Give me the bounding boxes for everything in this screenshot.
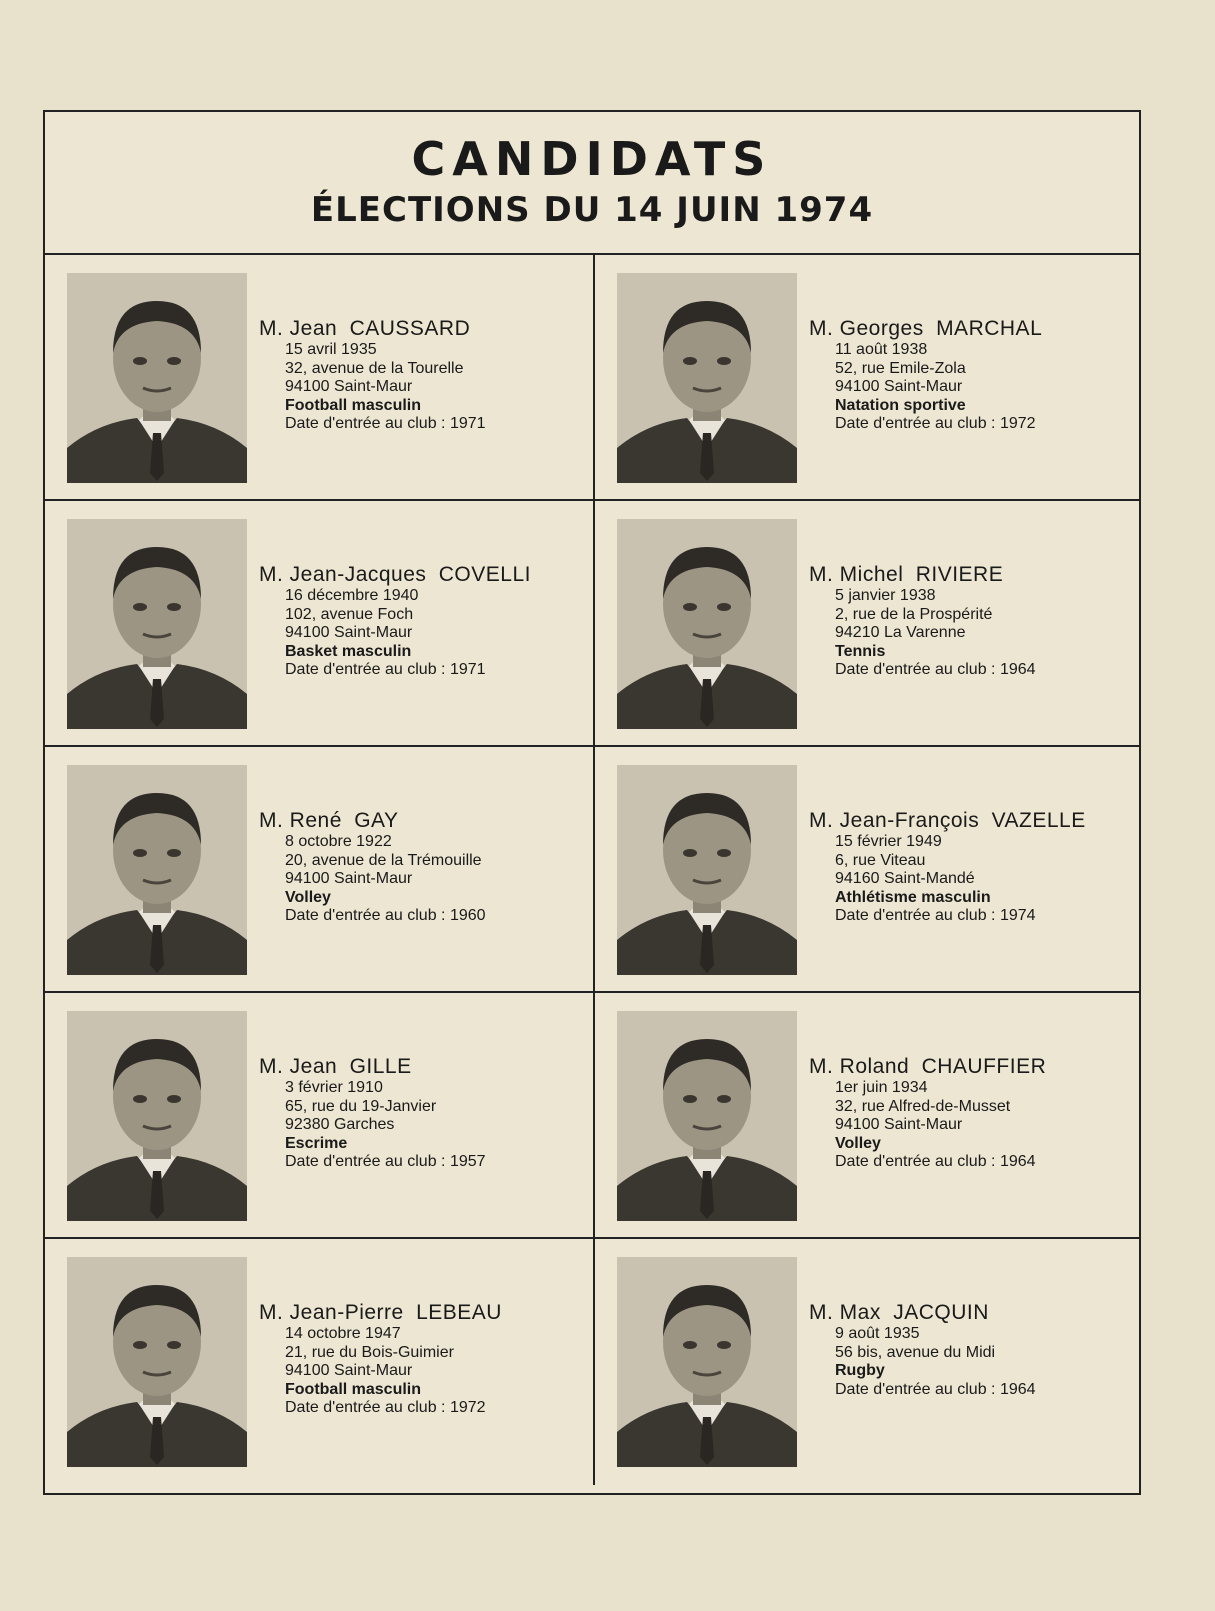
candidate-card [45,501,595,747]
joined-line [835,907,1086,926]
candidates-grid [45,255,1139,1485]
street-address: 56 bis, avenue du Midi [835,1343,996,1361]
first-name: René [289,809,342,832]
joined-year: 1972 [449,1399,486,1416]
joined-label: Date d'entrée au club : [835,1153,996,1170]
joined-year: 1964 [999,661,1036,678]
candidate-name [809,1055,1046,1079]
joined-line [285,907,486,926]
candidate-card [595,501,1139,747]
candidate-photo [67,519,247,729]
first-name: Georges [839,317,924,340]
first-name: Jean-François [839,809,980,832]
portrait-icon [67,519,247,729]
name-prefix: M. [809,317,834,340]
joined-line [835,415,1042,434]
sport: Tennis [835,642,886,660]
candidate-info [259,563,531,680]
joined-line [285,415,486,434]
joined-line [835,1153,1046,1172]
joined-label: Date d'entrée au club : [835,1380,996,1398]
candidate-name [259,1055,486,1079]
joined-label: Date d'entrée au club : [285,907,446,924]
portrait-icon [67,273,247,483]
birth-date: 5 janvier 1938 [835,587,936,604]
name-prefix: M. [809,809,834,832]
candidate-card [595,993,1139,1239]
sport: Football masculin [285,396,422,414]
portrait-icon [617,1257,797,1467]
joined-year: 1974 [999,907,1036,924]
sport: Basket masculin [285,642,412,660]
last-name: GAY [354,809,399,832]
joined-label: Date d'entrée au club : [285,661,446,678]
name-prefix: M. [809,1301,834,1324]
street-address: 2, rue de la Prospérité [835,605,993,623]
joined-year: 1964 [999,1380,1036,1398]
joined-label: Date d'entrée au club : [285,1399,446,1416]
last-name: CAUSSARD [349,317,471,340]
birth-date: 15 février 1949 [835,833,942,850]
city: 94100 Saint-Maur [285,378,413,395]
sport: Football masculin [285,1380,422,1398]
first-name: Jean [289,317,338,340]
candidate-name [809,317,1042,341]
candidate-info [809,1055,1047,1172]
joined-line [835,661,1036,680]
candidate-card [45,1239,595,1485]
portrait-icon [67,765,247,975]
city: 94100 Saint-Maur [285,870,413,887]
candidate-name [809,1301,1036,1325]
candidate-info [259,1055,486,1172]
candidate-info [809,809,1086,926]
street-address: 6, rue Viteau [835,851,926,869]
joined-line [285,661,531,680]
joined-label: Date d'entrée au club : [835,661,996,678]
sport: Natation sportive [835,396,966,414]
joined-line [835,1381,1036,1400]
street-address: 20, avenue de la Trémouille [285,851,482,869]
portrait-icon [617,273,797,483]
candidate-photo [67,1257,247,1467]
joined-year: 1971 [449,415,486,432]
first-name: Roland [839,1055,910,1078]
street-address: 32, avenue de la Tourelle [285,359,464,377]
candidate-card [45,255,595,501]
birth-date: 9 août 1935 [835,1325,920,1342]
name-prefix: M. [259,563,284,586]
candidate-info [809,1301,1036,1399]
candidate-photo [67,273,247,483]
sport: Escrime [285,1134,348,1152]
joined-year: 1971 [449,661,486,678]
candidate-info [809,563,1036,680]
candidate-card [45,747,595,993]
page-subtitle: ÉLECTIONS DU 14 JUIN 1974 [310,190,874,230]
street-address: 65, rue du 19-Janvier [285,1097,437,1115]
candidate-name [809,809,1086,833]
candidate-photo [617,273,797,483]
joined-line [285,1399,502,1418]
first-name: Michel [839,563,904,586]
candidate-name [259,809,486,833]
candidate-card [45,993,595,1239]
candidate-info [259,317,486,434]
candidate-card [595,255,1139,501]
birth-date: 3 février 1910 [285,1079,383,1096]
birth-date: 16 décembre 1940 [285,587,419,604]
joined-label: Date d'entrée au club : [285,415,446,432]
candidate-info [259,809,486,926]
city: 94160 Saint-Mandé [835,870,975,887]
name-prefix: M. [259,1301,284,1324]
candidate-photo [617,519,797,729]
joined-line [285,1153,486,1172]
candidate-photo [617,1011,797,1221]
candidate-name [809,563,1036,587]
candidate-info [259,1301,502,1418]
street-address: 52, rue Emile-Zola [835,359,966,377]
joined-year: 1957 [449,1153,486,1170]
portrait-icon [67,1011,247,1221]
city: 94100 Saint-Maur [285,1362,413,1379]
birth-date: 8 octobre 1922 [285,833,392,850]
candidate-card [595,1239,1139,1485]
joined-year: 1960 [449,907,486,924]
city: 94100 Saint-Maur [285,624,413,641]
birth-date: 15 avril 1935 [285,341,377,358]
candidate-info [809,317,1043,434]
sport: Rugby [835,1362,885,1379]
street-address: 32, rue Alfred-de-Musset [835,1097,1011,1115]
page-title: CANDIDATS [411,132,773,186]
candidate-name [259,563,531,587]
candidate-name [259,1301,502,1325]
portrait-icon [617,519,797,729]
candidate-photo [617,1257,797,1467]
sport: Volley [285,888,331,906]
joined-year: 1972 [999,415,1036,432]
joined-year: 1964 [999,1153,1036,1170]
portrait-icon [67,1257,247,1467]
candidate-card [595,747,1139,993]
portrait-icon [617,1011,797,1221]
last-name: RIVIERE [915,563,1004,586]
header [45,112,1139,255]
joined-label: Date d'entrée au club : [285,1153,446,1170]
name-prefix: M. [259,1055,284,1078]
candidate-photo [617,765,797,975]
candidate-photo [67,765,247,975]
last-name: CHAUFFIER [921,1055,1047,1078]
name-prefix: M. [809,1055,834,1078]
first-name: Jean-Jacques [289,563,427,586]
birth-date: 14 octobre 1947 [285,1325,401,1342]
first-name: Jean [289,1055,338,1078]
candidates-frame [43,110,1141,1495]
city: 94100 Saint-Maur [835,1116,963,1133]
street-address: 21, rue du Bois-Guimier [285,1343,454,1361]
name-prefix: M. [259,809,284,832]
city: 94100 Saint-Maur [835,378,963,395]
candidate-name [259,317,486,341]
last-name: JACQUIN [893,1301,989,1324]
portrait-icon [617,765,797,975]
joined-label: Date d'entrée au club : [835,415,996,432]
sport: Athlétisme masculin [835,888,991,906]
last-name: MARCHAL [936,317,1043,340]
first-name: Jean-Pierre [289,1301,404,1324]
street-address: 102, avenue Foch [285,605,414,623]
last-name: COVELLI [438,563,531,586]
sport: Volley [835,1134,881,1152]
name-prefix: M. [809,563,834,586]
joined-label: Date d'entrée au club : [835,907,996,924]
first-name: Max [839,1301,881,1324]
last-name: GILLE [349,1055,412,1078]
name-prefix: M. [259,317,284,340]
city: 94210 La Varenne [835,624,966,641]
birth-date: 1er juin 1934 [835,1079,928,1096]
city: 92380 Garches [285,1116,395,1133]
last-name: LEBEAU [416,1301,502,1324]
candidate-photo [67,1011,247,1221]
birth-date: 11 août 1938 [835,341,928,358]
last-name: VAZELLE [991,809,1086,832]
